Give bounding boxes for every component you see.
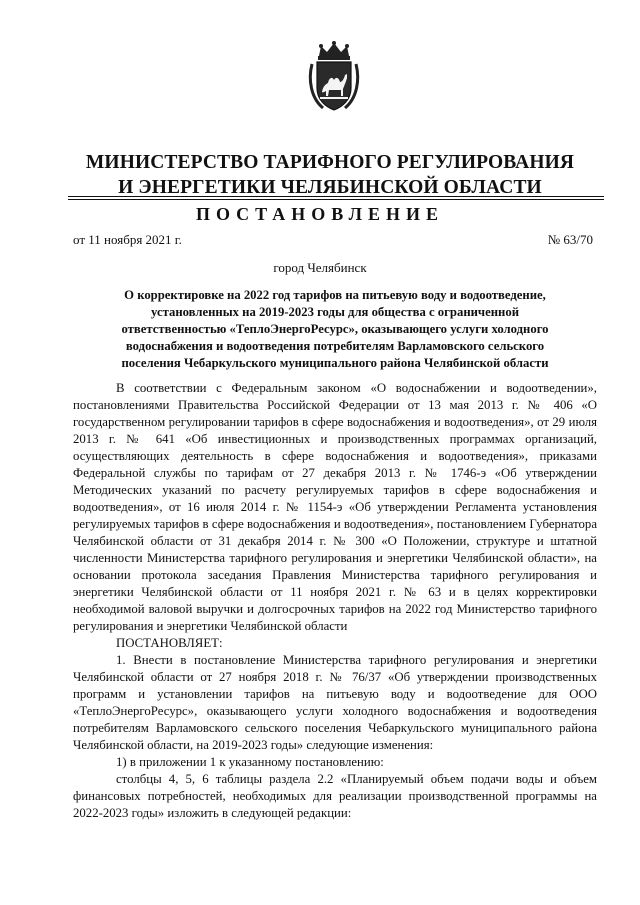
header-rule-thin — [68, 199, 604, 200]
document-title — [80, 287, 590, 372]
title-line-2: установленных на 2019-2023 годы для общества с ограниченной — [151, 305, 519, 319]
title-line-1: О корректировке на 2022 год тарифов на питьевую воду и водоотведение, — [124, 288, 546, 302]
document-city: город Челябинск — [273, 260, 367, 275]
decree-word: ПОСТАНОВЛЯЕТ: — [116, 636, 223, 650]
ministry-line-2: И ЭНЕРГЕТИКИ ЧЕЛЯБИНСКОЙ ОБЛАСТИ — [118, 177, 542, 198]
title-line-5: поселения Чебаркульского муниципального района Челябинской области — [121, 356, 549, 370]
chelyabinsk-coat-of-arms-icon — [307, 40, 361, 114]
title-line-4: водоснабжения и водоотведения потребителям Варламовского сельского — [125, 339, 545, 353]
document-type: ПОСТАНОВЛЕНИЕ — [195, 204, 445, 224]
columns-paragraph: столбцы 4, 5, 6 таблицы раздела 2.2 «Планируемый объем подачи воды и объем финансовых потребностей, необходимых для реализации производственной программы на 2022-2023 годы» изложить в следующей редакции: — [73, 772, 597, 820]
item-1-paragraph: 1. Внести в постановление Министерства тарифного регулирования и энергетики Челябинской области от 27 ноября 2018 г. № 76/37 «Об утверждении производственных программ и установлении тарифов на питьевую воду и водоотведение для ООО «ТеплоЭнергоРесурс», оказывающего услуги холодного водоснабжения и водоотведения потребителям Варламовского сельского поселения Чебаркульского муниципального района Челябинской области, на 2019-2023 годы» следующие изменения: — [73, 653, 597, 752]
subitem-1-paragraph: 1) в приложении 1 к указанному постановлению: — [116, 755, 384, 769]
ministry-line-1: МИНИСТЕРСТВО ТАРИФНОГО РЕГУЛИРОВАНИЯ — [85, 152, 575, 173]
preamble-paragraph: В соответствии с Федеральным законом «О водоснабжении и водоотведении», постановлениями Правительства Российской Федерации от 13 мая 2013 г. № 406 «О государственном регулировании тарифов в сфере водоснабжения и водоотведения», от 29 июля 2013 г. № 641 «Об инвестиционных и производственных программах организаций, осуществляющих деятельность в сфере водоснабжения и водоотведения», приказами Федеральной службы по тарифам от 27 декабря 2013 г. № 1746-э «Об утверждении Методических указаний по расчету регулируемых тарифов в сфере водоснабжения и водоотведения», от 16 июля 2014 г. № 1154-э «Об утверждении Регламента установления регулируемых тарифов в сфере водоснабжения и водоотведения», постановлением Губернатора Челябинской области от 31 декабря 2014 г. № 300 «О Положении, структуре и штатной численности Министерства тарифного регулирования и энергетики Челябинской области», на основании протокола заседания Правления Министерства тарифного регулирования и энергетики Челябинской области от 11 ноября 2021 г. № 63 и в целях корректировки необходимой валовой выручки и долгосрочных тарифов на 2022 год Министерство тарифного регулирования и энергетики Челябинской области — [73, 381, 597, 633]
document-date: от 11 ноября 2021 г. — [73, 232, 182, 247]
header-rule-thick — [68, 196, 604, 197]
document-number: № 63/70 — [547, 232, 593, 247]
document-body — [73, 380, 597, 822]
title-line-3: ответственностью «ТеплоЭнергоРесурс», оказывающего услуги холодного — [121, 322, 549, 336]
ministry-name — [60, 150, 600, 200]
